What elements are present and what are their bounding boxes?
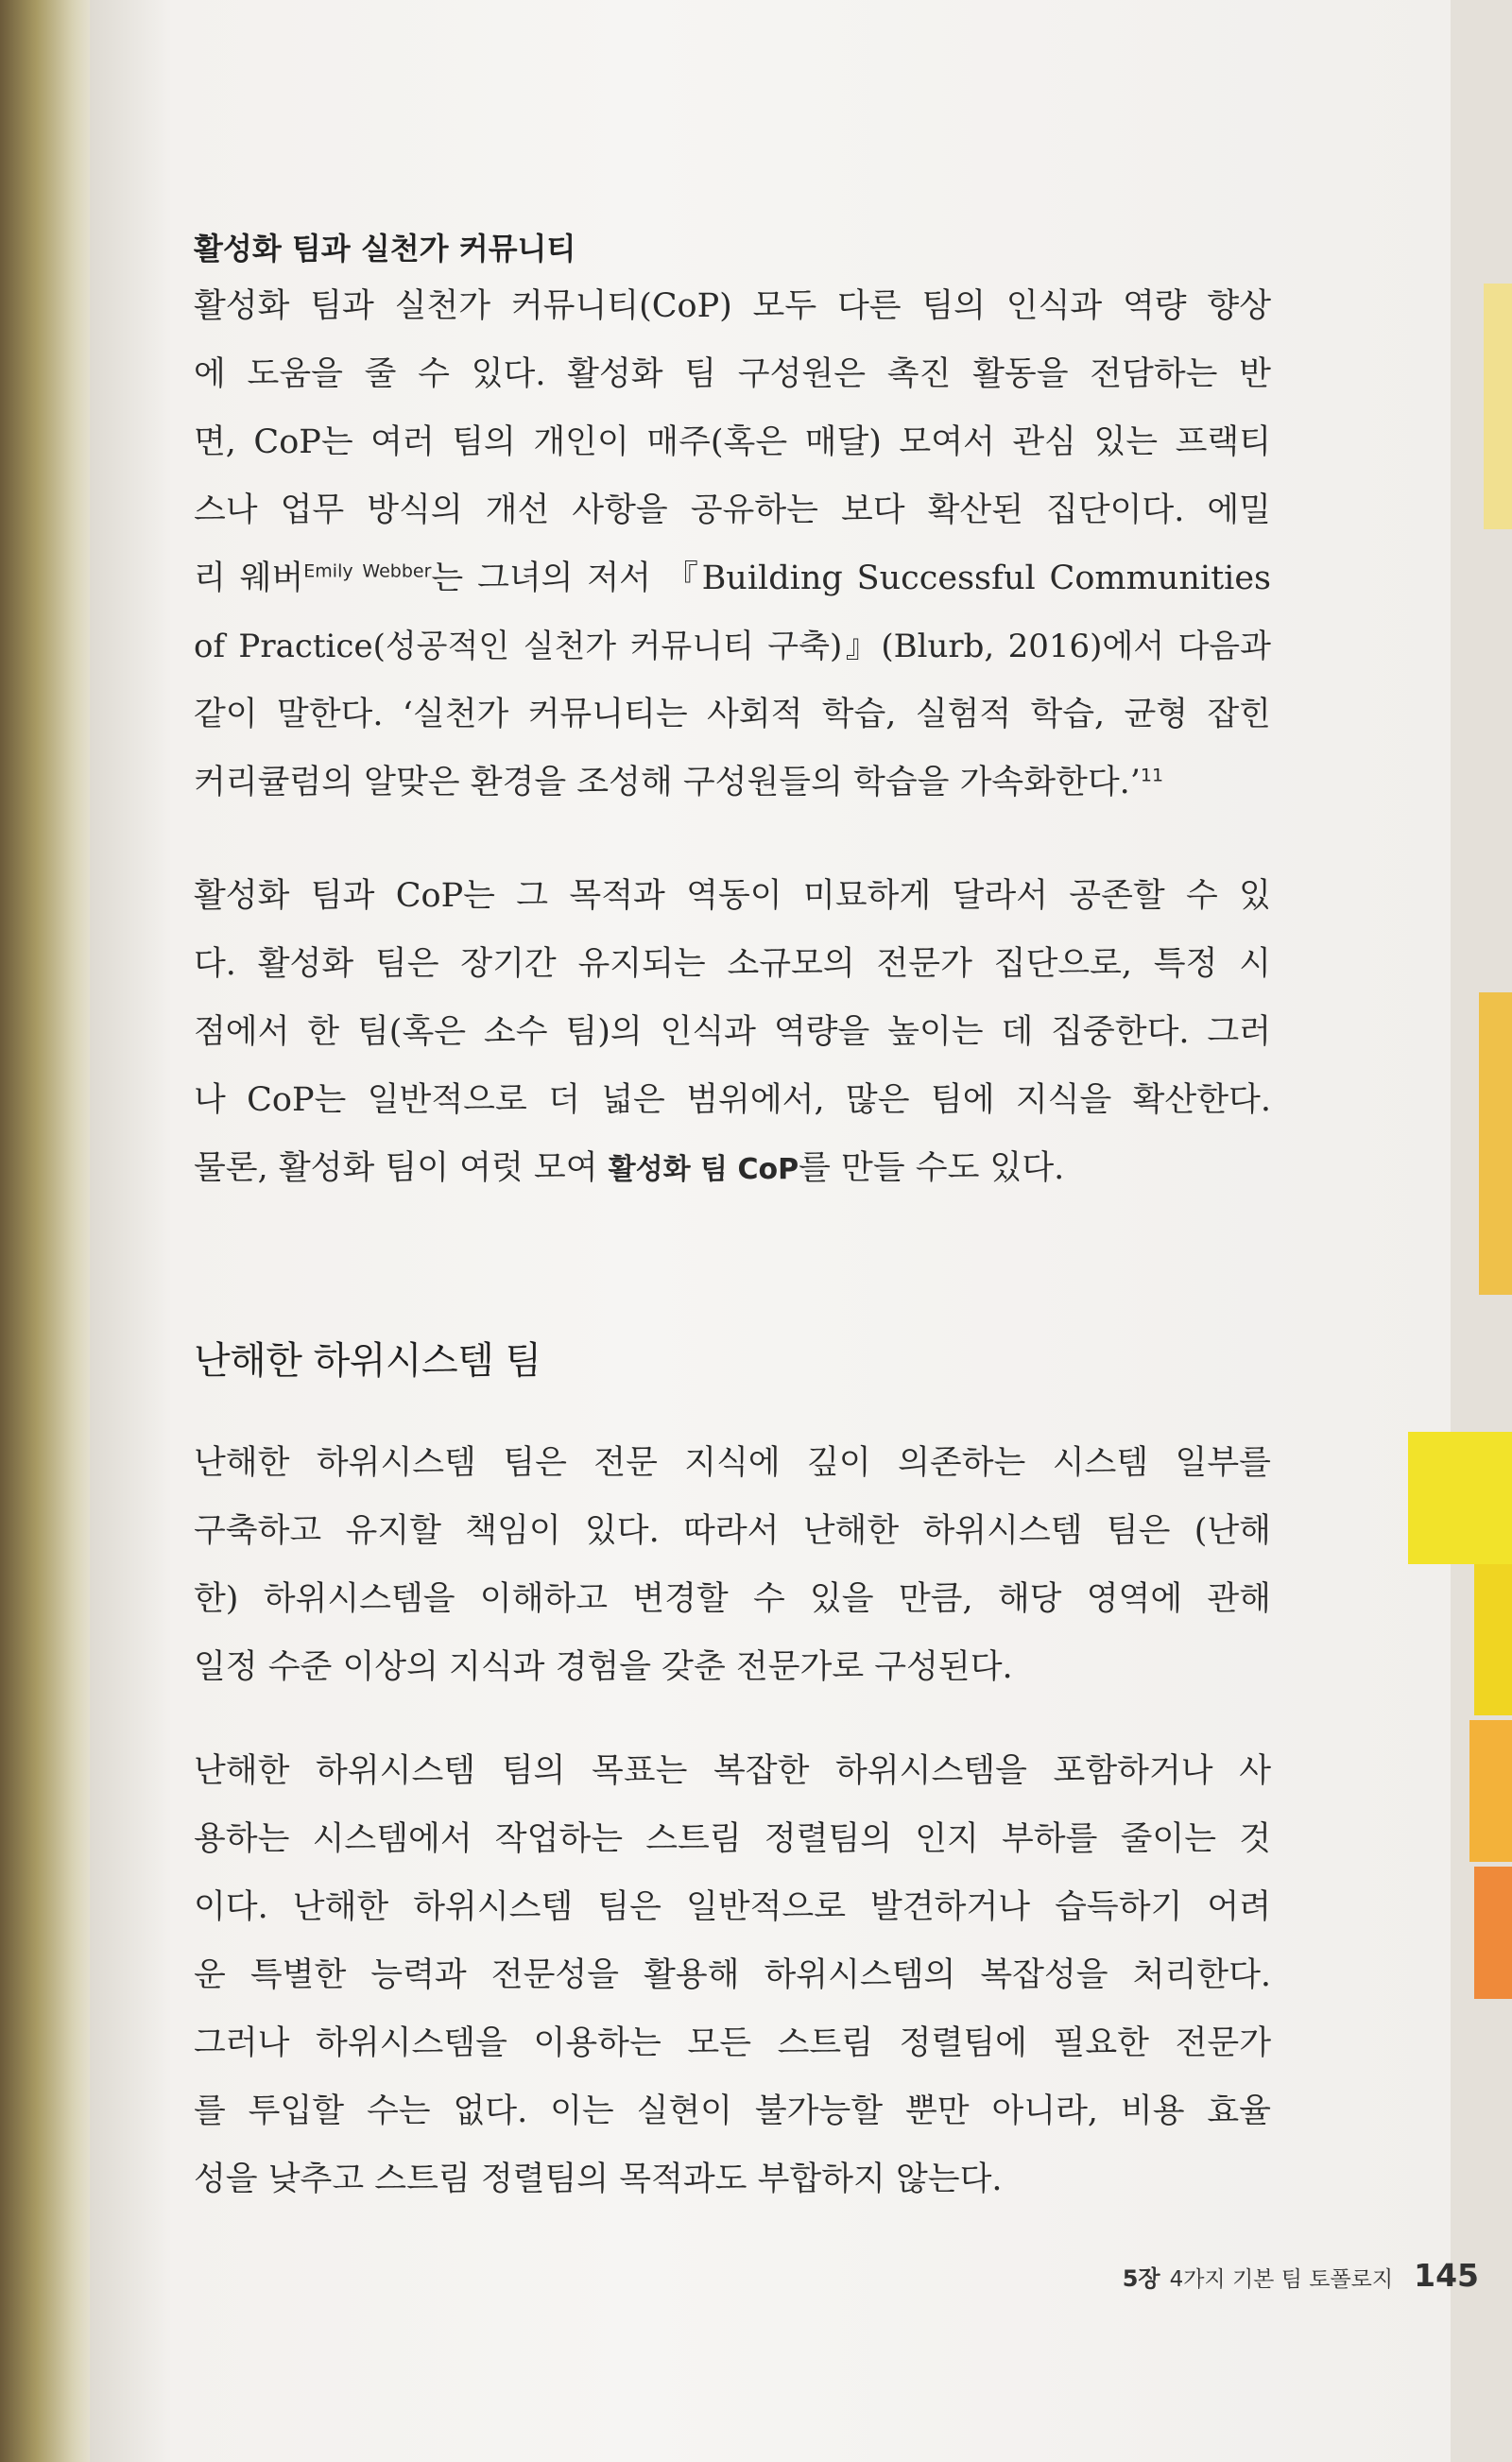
text-line: 활성화 팀과 CoP는 그 목적과 역동이 미묘하게 달라서 공존할 수 있 xyxy=(194,877,1271,915)
text-line: 운 특별한 능력과 전문성을 활용해 하위시스템의 복잡성을 처리한다. xyxy=(194,1956,1271,1994)
text-line: 용하는 시스템에서 작업하는 스트림 정렬팀의 인지 부하를 줄이는 것 xyxy=(194,1820,1271,1858)
section-heading: 난해한 하위시스템 팀 xyxy=(194,1339,541,1383)
bold-term: 활성화 팀 CoP xyxy=(608,1153,799,1186)
sticky-tab xyxy=(1408,1432,1512,1564)
author-name-superscript: Emily Webber xyxy=(303,560,432,582)
paragraph-cop-intro xyxy=(194,272,1271,817)
text-line: 한) 하위시스템을 이해하고 변경할 수 있을 만큼, 해당 영역에 관해 xyxy=(194,1580,1271,1618)
page-number: 145 xyxy=(1414,2257,1479,2294)
text-fragment: 를 만들 수도 있다. xyxy=(799,1149,1065,1187)
text-fragment: 물론, 활성화 팀이 여럿 모여 xyxy=(194,1149,609,1187)
sticky-tab xyxy=(1474,1564,1512,1715)
text-line: 이다. 난해한 하위시스템 팀은 일반적으로 발견하거나 습득하기 어려 xyxy=(194,1888,1271,1926)
text-line: 같이 말한다. ‘실천가 커뮤니티는 사회적 학습, 실험적 학습, 균형 잡힌 xyxy=(194,696,1271,733)
text-line: 면, CoP는 여러 팀의 개인이 매주(혹은 매달) 모여서 관심 있는 프랙티 xyxy=(194,423,1271,461)
text-line: 난해한 하위시스템 팀의 목표는 복잡한 하위시스템을 포함하거나 사 xyxy=(194,1752,1271,1790)
text-line: 그러나 하위시스템을 이용하는 모든 스트림 정렬팀에 필요한 전문가 xyxy=(194,2024,1271,2062)
paragraph-subsystem-goal xyxy=(194,1737,1271,2213)
paragraph-cop-comparison xyxy=(194,862,1271,1202)
text-line: 성을 낮추고 스트림 정렬팀의 목적과도 부합하지 않는다. xyxy=(194,2161,1003,2198)
text-line: 에 도움을 줄 수 있다. 활성화 팀 구성원은 촉진 활동을 전담하는 반 xyxy=(194,355,1271,393)
text-fragment: 리 웨버 xyxy=(194,560,304,597)
text-line xyxy=(194,1134,1271,1202)
subsection-heading: 활성화 팀과 실천가 커뮤니티 xyxy=(194,231,576,267)
sticky-tab xyxy=(1469,1720,1512,1862)
text-line: 를 투입할 수는 없다. 이는 실현이 불가능할 뿐만 아니라, 비용 효율 xyxy=(194,2092,1271,2130)
text-line: 점에서 한 팀(혹은 소수 팀)의 인식과 역량을 높이는 데 집중한다. 그러 xyxy=(194,1013,1271,1051)
paragraph-subsystem-intro xyxy=(194,1429,1271,1701)
text-line: 구축하고 유지할 책임이 있다. 따라서 난해한 하위시스템 팀은 (난해 xyxy=(194,1512,1271,1550)
sticky-tab xyxy=(1474,1867,1512,1999)
page-footer xyxy=(855,2257,1479,2294)
chapter-title: 4가지 기본 팀 토폴로지 xyxy=(1169,2267,1394,2292)
chapter-number: 5장 xyxy=(1122,2265,1160,2292)
text-line xyxy=(194,749,1271,817)
text-line: 활성화 팀과 실천가 커뮤니티(CoP) 모두 다른 팀의 인식과 역량 향상 xyxy=(194,287,1271,325)
sticky-tab xyxy=(1484,284,1512,529)
text-fragment: 는 그녀의 저서 『Building Successful Communities xyxy=(431,560,1272,597)
text-fragment: 커리큘럼의 알맞은 환경을 조성해 구성원들의 학습을 가속화한다.’ xyxy=(194,764,1141,801)
footnote-marker: 11 xyxy=(1140,765,1164,786)
text-line: 난해한 하위시스템 팀은 전문 지식에 깊이 의존하는 시스템 일부를 xyxy=(194,1444,1271,1482)
text-line: 일정 수준 이상의 지식과 경험을 갖춘 전문가로 구성된다. xyxy=(194,1648,1013,1686)
sticky-tab xyxy=(1479,992,1512,1295)
text-line: 스나 업무 방식의 개선 사항을 공유하는 보다 확산된 집단이다. 에밀 xyxy=(194,491,1271,529)
text-line: of Practice(성공적인 실천가 커뮤니티 구축)』(Blurb, 2016)에서 다음과 xyxy=(194,628,1271,665)
text-line: 다. 활성화 팀은 장기간 유지되는 소규모의 전문가 집단으로, 특정 시 xyxy=(194,945,1271,983)
text-line xyxy=(194,544,1271,612)
book-gutter xyxy=(0,0,104,2462)
text-line: 나 CoP는 일반적으로 더 넓은 범위에서, 많은 팀에 지식을 확산한다. xyxy=(194,1081,1271,1119)
